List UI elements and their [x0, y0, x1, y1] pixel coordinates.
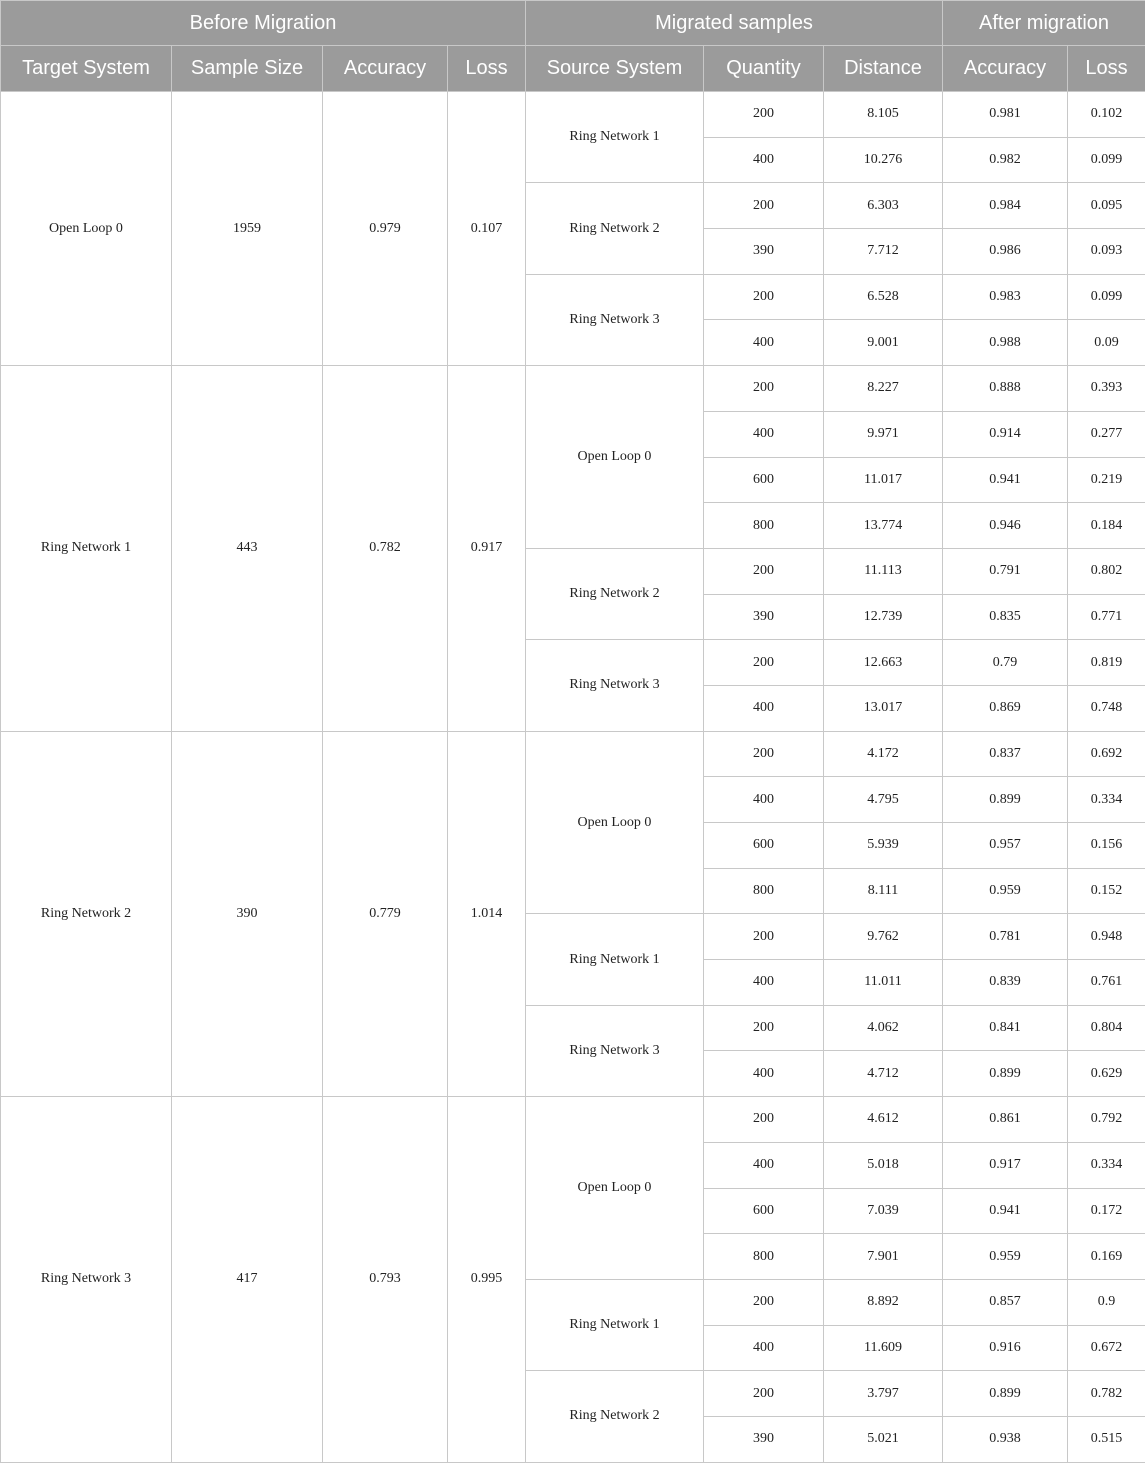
after-loss-cell: 0.095	[1068, 183, 1145, 229]
distance-cell: 7.901	[824, 1234, 943, 1280]
distance-cell: 6.528	[824, 274, 943, 320]
col-source-system: Source System	[526, 46, 704, 92]
after-accuracy-cell: 0.837	[943, 731, 1068, 777]
quantity-cell: 200	[704, 731, 824, 777]
quantity-cell: 600	[704, 457, 824, 503]
target-system-cell: Ring Network 3	[1, 1097, 172, 1463]
after-loss-cell: 0.09	[1068, 320, 1145, 366]
before-loss-cell: 0.107	[448, 92, 526, 366]
distance-cell: 8.892	[824, 1279, 943, 1325]
distance-cell: 12.739	[824, 594, 943, 640]
source-system-cell: Open Loop 0	[526, 731, 704, 914]
source-system-cell: Ring Network 3	[526, 274, 704, 365]
after-loss-cell: 0.629	[1068, 1051, 1145, 1097]
after-accuracy-cell: 0.861	[943, 1097, 1068, 1143]
distance-cell: 4.172	[824, 731, 943, 777]
target-system-cell: Ring Network 2	[1, 731, 172, 1097]
quantity-cell: 600	[704, 1188, 824, 1234]
after-accuracy-cell: 0.983	[943, 274, 1068, 320]
distance-cell: 10.276	[824, 137, 943, 183]
header-group-row	[1, 1, 1145, 46]
source-system-cell: Ring Network 1	[526, 914, 704, 1005]
distance-cell: 13.017	[824, 685, 943, 731]
quantity-cell: 400	[704, 1325, 824, 1371]
after-loss-cell: 0.804	[1068, 1005, 1145, 1051]
source-system-cell: Ring Network 2	[526, 1371, 704, 1462]
before-accuracy-cell: 0.793	[323, 1097, 448, 1463]
quantity-cell: 400	[704, 960, 824, 1006]
quantity-cell: 800	[704, 868, 824, 914]
distance-cell: 12.663	[824, 640, 943, 686]
quantity-cell: 200	[704, 914, 824, 960]
quantity-cell: 800	[704, 503, 824, 549]
after-loss-cell: 0.782	[1068, 1371, 1145, 1417]
distance-cell: 6.303	[824, 183, 943, 229]
quantity-cell: 400	[704, 411, 824, 457]
col-after-loss: Loss	[1068, 46, 1145, 92]
table-body	[1, 92, 1145, 1463]
header-column-row	[1, 46, 1145, 92]
after-accuracy-cell: 0.981	[943, 92, 1068, 138]
header-migrated-samples: Migrated samples	[526, 1, 943, 46]
table-row	[1, 731, 1145, 777]
quantity-cell: 200	[704, 92, 824, 138]
source-system-cell: Ring Network 3	[526, 640, 704, 731]
table-row	[1, 1097, 1145, 1143]
source-system-cell: Ring Network 1	[526, 1279, 704, 1370]
distance-cell: 5.021	[824, 1416, 943, 1462]
after-loss-cell: 0.093	[1068, 229, 1145, 275]
after-accuracy-cell: 0.869	[943, 685, 1068, 731]
distance-cell: 5.939	[824, 823, 943, 869]
quantity-cell: 400	[704, 137, 824, 183]
sample-size-cell: 390	[172, 731, 323, 1097]
quantity-cell: 600	[704, 823, 824, 869]
after-accuracy-cell: 0.781	[943, 914, 1068, 960]
distance-cell: 9.001	[824, 320, 943, 366]
col-sample-size: Sample Size	[172, 46, 323, 92]
distance-cell: 4.795	[824, 777, 943, 823]
quantity-cell: 390	[704, 229, 824, 275]
quantity-cell: 200	[704, 1279, 824, 1325]
source-system-cell: Ring Network 2	[526, 183, 704, 274]
distance-cell: 4.712	[824, 1051, 943, 1097]
after-accuracy-cell: 0.941	[943, 1188, 1068, 1234]
distance-cell: 11.011	[824, 960, 943, 1006]
after-accuracy-cell: 0.888	[943, 366, 1068, 412]
after-accuracy-cell: 0.899	[943, 1371, 1068, 1417]
quantity-cell: 200	[704, 1371, 824, 1417]
source-system-cell: Ring Network 1	[526, 92, 704, 183]
distance-cell: 9.971	[824, 411, 943, 457]
after-accuracy-cell: 0.982	[943, 137, 1068, 183]
table-row	[1, 366, 1145, 412]
after-loss-cell: 0.948	[1068, 914, 1145, 960]
after-loss-cell: 0.748	[1068, 685, 1145, 731]
after-accuracy-cell: 0.857	[943, 1279, 1068, 1325]
distance-cell: 9.762	[824, 914, 943, 960]
target-system-cell: Open Loop 0	[1, 92, 172, 366]
after-accuracy-cell: 0.941	[943, 457, 1068, 503]
table-row	[1, 92, 1145, 138]
distance-cell: 11.113	[824, 548, 943, 594]
before-loss-cell: 0.995	[448, 1097, 526, 1463]
after-loss-cell: 0.672	[1068, 1325, 1145, 1371]
after-accuracy-cell: 0.938	[943, 1416, 1068, 1462]
after-loss-cell: 0.152	[1068, 868, 1145, 914]
after-loss-cell: 0.802	[1068, 548, 1145, 594]
quantity-cell: 200	[704, 640, 824, 686]
quantity-cell: 200	[704, 1005, 824, 1051]
before-accuracy-cell: 0.979	[323, 92, 448, 366]
after-accuracy-cell: 0.946	[943, 503, 1068, 549]
after-loss-cell: 0.277	[1068, 411, 1145, 457]
source-system-cell: Ring Network 3	[526, 1005, 704, 1096]
distance-cell: 8.227	[824, 366, 943, 412]
after-loss-cell: 0.156	[1068, 823, 1145, 869]
distance-cell: 8.111	[824, 868, 943, 914]
after-loss-cell: 0.334	[1068, 1142, 1145, 1188]
after-accuracy-cell: 0.988	[943, 320, 1068, 366]
distance-cell: 3.797	[824, 1371, 943, 1417]
after-accuracy-cell: 0.984	[943, 183, 1068, 229]
after-loss-cell: 0.102	[1068, 92, 1145, 138]
quantity-cell: 400	[704, 320, 824, 366]
source-system-cell: Ring Network 2	[526, 548, 704, 639]
before-accuracy-cell: 0.782	[323, 366, 448, 732]
after-loss-cell: 0.393	[1068, 366, 1145, 412]
after-loss-cell: 0.792	[1068, 1097, 1145, 1143]
before-accuracy-cell: 0.779	[323, 731, 448, 1097]
col-target-system: Target System	[1, 46, 172, 92]
target-system-cell: Ring Network 1	[1, 366, 172, 732]
header-after-migration: After migration	[943, 1, 1145, 46]
col-distance: Distance	[824, 46, 943, 92]
after-loss-cell: 0.169	[1068, 1234, 1145, 1280]
after-loss-cell: 0.172	[1068, 1188, 1145, 1234]
before-loss-cell: 0.917	[448, 366, 526, 732]
after-loss-cell: 0.099	[1068, 137, 1145, 183]
after-loss-cell: 0.334	[1068, 777, 1145, 823]
sample-size-cell: 443	[172, 366, 323, 732]
distance-cell: 13.774	[824, 503, 943, 549]
after-loss-cell: 0.219	[1068, 457, 1145, 503]
after-loss-cell: 0.771	[1068, 594, 1145, 640]
source-system-cell: Open Loop 0	[526, 1097, 704, 1280]
quantity-cell: 200	[704, 1097, 824, 1143]
after-loss-cell: 0.692	[1068, 731, 1145, 777]
quantity-cell: 400	[704, 777, 824, 823]
after-accuracy-cell: 0.841	[943, 1005, 1068, 1051]
after-accuracy-cell: 0.839	[943, 960, 1068, 1006]
quantity-cell: 400	[704, 1051, 824, 1097]
after-accuracy-cell: 0.986	[943, 229, 1068, 275]
after-accuracy-cell: 0.835	[943, 594, 1068, 640]
after-accuracy-cell: 0.791	[943, 548, 1068, 594]
distance-cell: 11.017	[824, 457, 943, 503]
sample-size-cell: 1959	[172, 92, 323, 366]
col-after-accuracy: Accuracy	[943, 46, 1068, 92]
distance-cell: 11.609	[824, 1325, 943, 1371]
quantity-cell: 390	[704, 1416, 824, 1462]
quantity-cell: 200	[704, 366, 824, 412]
distance-cell: 5.018	[824, 1142, 943, 1188]
distance-cell: 4.062	[824, 1005, 943, 1051]
after-accuracy-cell: 0.917	[943, 1142, 1068, 1188]
col-quantity: Quantity	[704, 46, 824, 92]
after-loss-cell: 0.819	[1068, 640, 1145, 686]
distance-cell: 4.612	[824, 1097, 943, 1143]
quantity-cell: 200	[704, 548, 824, 594]
after-accuracy-cell: 0.899	[943, 1051, 1068, 1097]
sample-size-cell: 417	[172, 1097, 323, 1463]
distance-cell: 7.712	[824, 229, 943, 275]
source-system-cell: Open Loop 0	[526, 366, 704, 549]
quantity-cell: 800	[704, 1234, 824, 1280]
quantity-cell: 400	[704, 1142, 824, 1188]
after-loss-cell: 0.9	[1068, 1279, 1145, 1325]
after-accuracy-cell: 0.959	[943, 868, 1068, 914]
after-loss-cell: 0.184	[1068, 503, 1145, 549]
after-accuracy-cell: 0.914	[943, 411, 1068, 457]
after-loss-cell: 0.099	[1068, 274, 1145, 320]
after-accuracy-cell: 0.899	[943, 777, 1068, 823]
after-accuracy-cell: 0.79	[943, 640, 1068, 686]
col-before-loss: Loss	[448, 46, 526, 92]
after-accuracy-cell: 0.959	[943, 1234, 1068, 1280]
distance-cell: 8.105	[824, 92, 943, 138]
quantity-cell: 200	[704, 274, 824, 320]
after-loss-cell: 0.761	[1068, 960, 1145, 1006]
after-loss-cell: 0.515	[1068, 1416, 1145, 1462]
before-loss-cell: 1.014	[448, 731, 526, 1097]
quantity-cell: 200	[704, 183, 824, 229]
col-before-accuracy: Accuracy	[323, 46, 448, 92]
header-before-migration: Before Migration	[1, 1, 526, 46]
quantity-cell: 390	[704, 594, 824, 640]
after-accuracy-cell: 0.957	[943, 823, 1068, 869]
distance-cell: 7.039	[824, 1188, 943, 1234]
quantity-cell: 400	[704, 685, 824, 731]
after-accuracy-cell: 0.916	[943, 1325, 1068, 1371]
